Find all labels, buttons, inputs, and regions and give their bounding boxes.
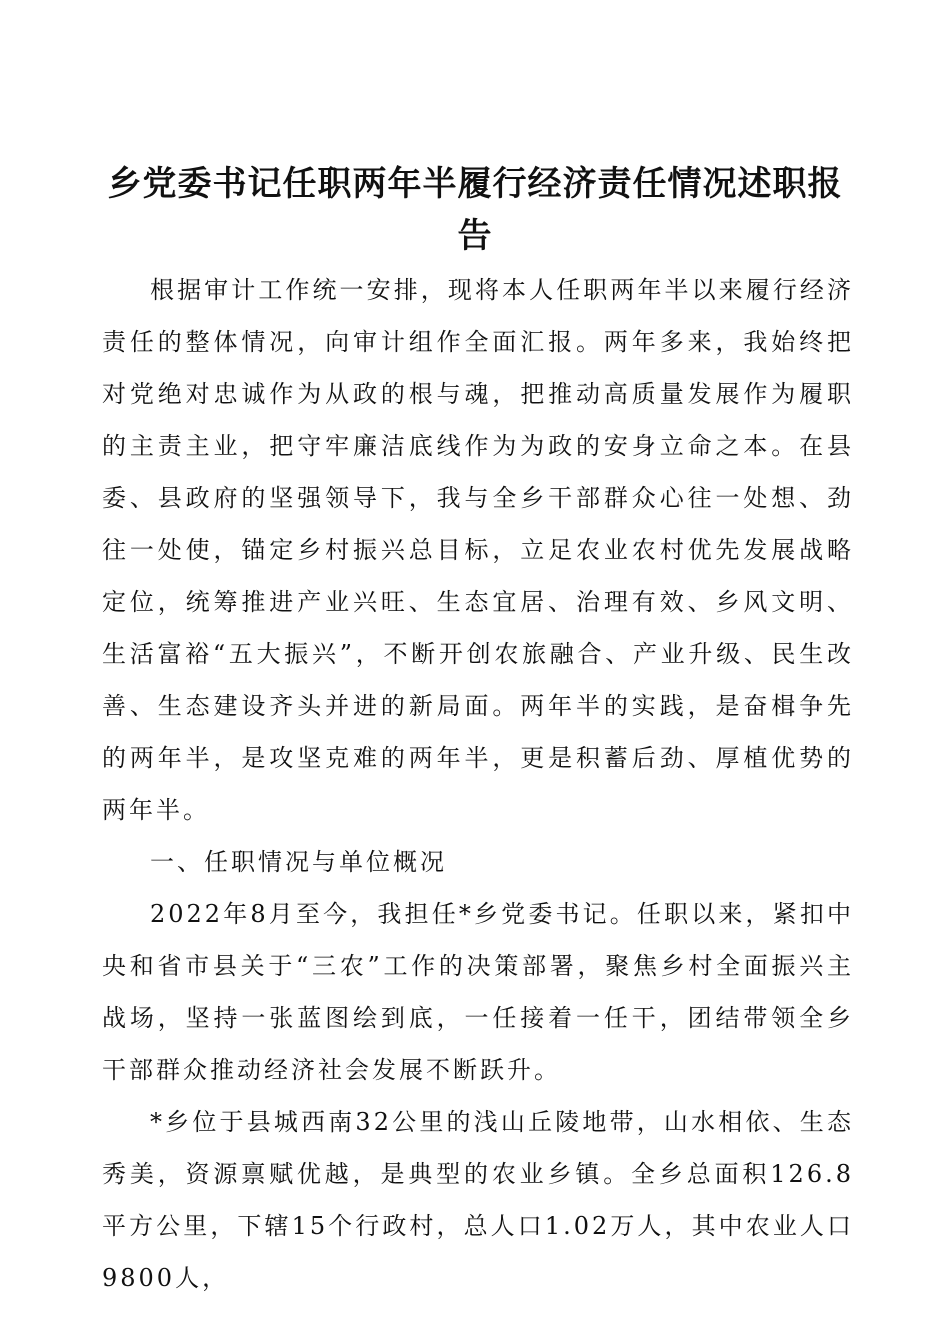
- paragraph-overview: *乡位于县城西南32公里的浅山丘陵地带，山水相依、生态秀美，资源禀赋优越，是典型的农业乡镇。全乡总面积126.8平方公里，下辖15个行政村，总人口1.02万人，其中农业人口9800人，: [102, 1108, 854, 1292]
- paragraph-intro: 根据审计工作统一安排，现将本人任职两年半以来履行经济责任的整体情况，向审计组作全面汇报。两年多来，我始终把对党绝对忠诚作为从政的根与魂，把推动高质量发展作为履职的主责主业，把守牢廉洁底线作为为政的安身立命之本。在县委、县政府的坚强领导下，我与全乡干部群众心往一处想、劲往一处使，锚定乡村振兴总目标，立足农业农村优先发展战略定位，统筹推进产业兴旺、生态宜居、治理有效、乡风文明、生活富裕“五大振兴”，不断开创农旅融合、产业升级、民生改善、生态建设齐头并进的新局面。两年半的实践，是奋楫争先的两年半，是攻坚克难的两年半，更是积蓄后劲、厚植优势的两年半。: [102, 276, 854, 824]
- document-body: [102, 264, 854, 1304]
- paragraph-tenure: 2022年8月至今，我担任*乡党委书记。任职以来，紧扣中央和省市县关于“三农”工作的决策部署，聚焦乡村全面振兴主战场，坚持一张蓝图绘到底，一任接着一任干，团结带领全乡干部群众推动经济社会发展不断跃升。: [102, 900, 854, 1084]
- section-heading: 一、任职情况与单位概况: [150, 848, 447, 876]
- document-title: 乡党委书记任职两年半履行经济责任情况述职报告: [107, 164, 843, 256]
